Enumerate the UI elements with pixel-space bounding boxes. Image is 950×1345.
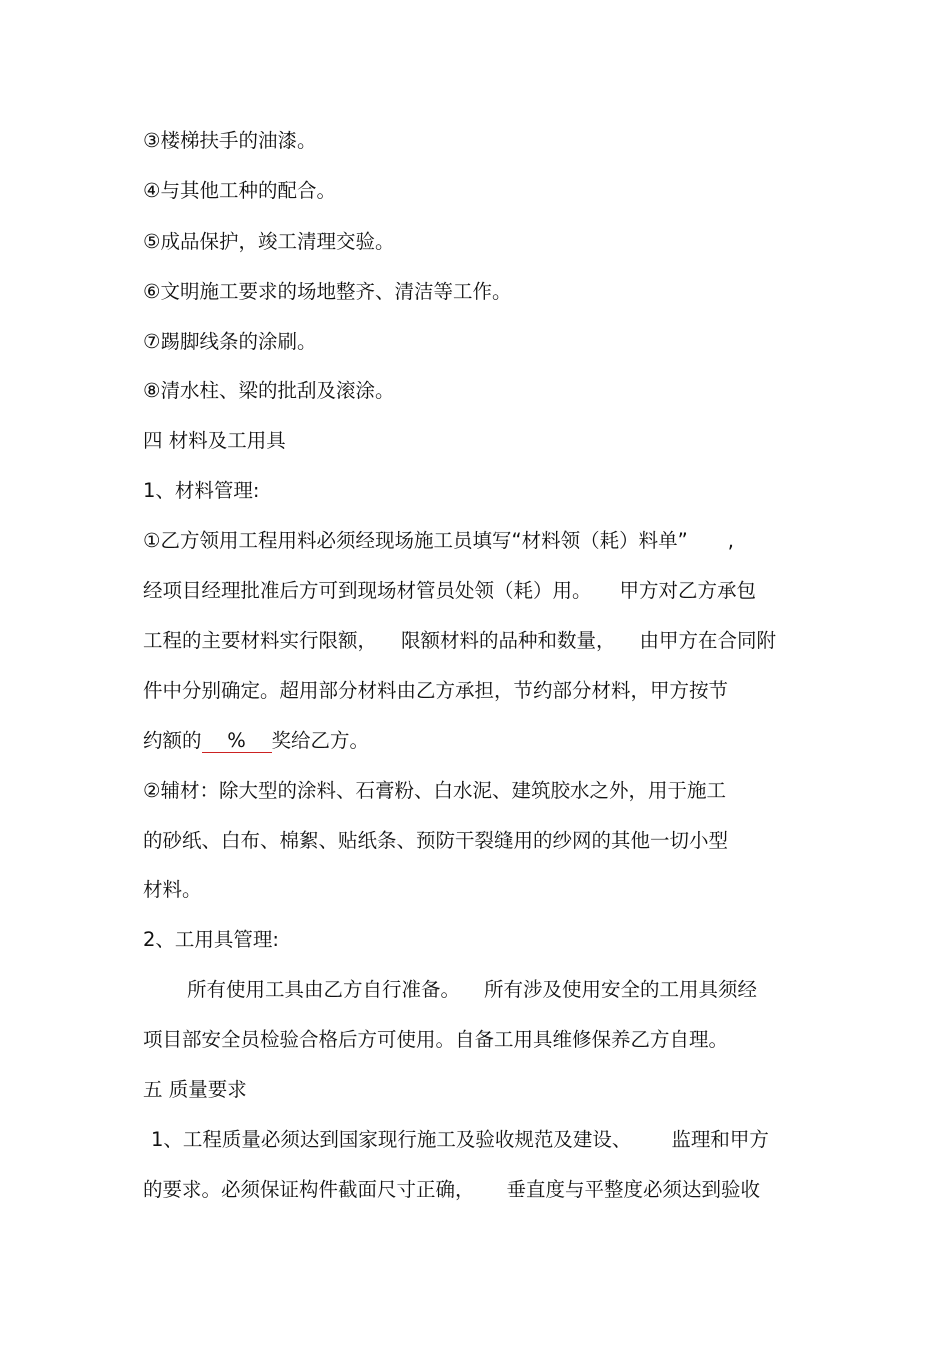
item-4-coordination: ④与其他工种的配合。 — [143, 179, 336, 202]
paragraph-text: 所有涉及使用安全的工用具须经 — [484, 978, 758, 1001]
item-6-civilized-construction: ⑥文明施工要求的场地整齐、清洁等工作。 — [143, 280, 512, 303]
paragraph-line — [187, 977, 757, 1003]
paragraph-line: 材料。 — [143, 878, 202, 901]
paragraph-text: 所有使用工具由乙方自行准备。 — [187, 978, 461, 1001]
paragraph-line — [143, 528, 734, 554]
item-7-skirting-paint: ⑦踢脚线条的涂刷。 — [143, 330, 317, 353]
paragraph-text: ①乙方领用工程用料必须经现场施工员填写“材料领（耗）料单” — [143, 529, 688, 552]
paragraph-text: 约额的 — [143, 729, 202, 752]
paragraph-text: 垂直度与平整度必须达到验收 — [506, 1178, 761, 1201]
paragraph-text: 1、工程质量必须达到国家现行施工及验收规范及建设、 — [151, 1128, 632, 1151]
paragraph-text: 由甲方在合同附 — [639, 629, 777, 652]
percentage-blank: % — [202, 728, 272, 753]
subsection-2-heading: 2、工用具管理: — [143, 928, 279, 951]
paragraph-text: , — [727, 529, 734, 552]
item-5-protection-cleanup: ⑤成品保护，竣工清理交验。 — [143, 230, 395, 253]
paragraph-line: 的砂纸、白布、棉絮、贴纸条、预防干裂缝用的纱网的其他一切小型 — [143, 829, 729, 852]
paragraph-line — [151, 1127, 769, 1153]
paragraph-line — [143, 628, 776, 654]
paragraph-line: 项目部安全员检验合格后方可使用。自备工用具维修保养乙方自理。 — [143, 1028, 729, 1051]
paragraph-line — [143, 1177, 760, 1203]
paragraph-text: 工程的主要材料实行限额， — [143, 629, 378, 652]
section-5-heading: 五 质量要求 — [143, 1078, 247, 1101]
paragraph-line: ②辅材：除大型的涂料、石膏粉、白水泥、建筑胶水之外，用于施工 — [143, 779, 726, 802]
paragraph-text: 奖给乙方。 — [271, 729, 370, 752]
item-3-stair-handrail-paint: ③楼梯扶手的油漆。 — [143, 129, 317, 152]
subsection-1-heading: 1、材料管理: — [143, 479, 260, 502]
paragraph-text: 限额材料的品种和数量， — [401, 629, 616, 652]
paragraph-text: 经项目经理批准后方可到现场材管员处领（耗）用。 — [143, 579, 592, 602]
paragraph-text: 的要求。必须保证构件截面尺寸正确， — [143, 1178, 475, 1201]
paragraph-line — [143, 728, 369, 754]
paragraph-line — [143, 578, 756, 604]
section-4-heading: 四 材料及工用具 — [143, 429, 286, 452]
item-8-column-beam-coating: ⑧清水柱、梁的批刮及滚涂。 — [143, 379, 395, 402]
paragraph-line: 件中分别确定。超用部分材料由乙方承担，节约部分材料，甲方按节 — [143, 679, 729, 702]
paragraph-text: 监理和甲方 — [671, 1128, 769, 1151]
paragraph-text: 甲方对乙方承包 — [619, 579, 757, 602]
